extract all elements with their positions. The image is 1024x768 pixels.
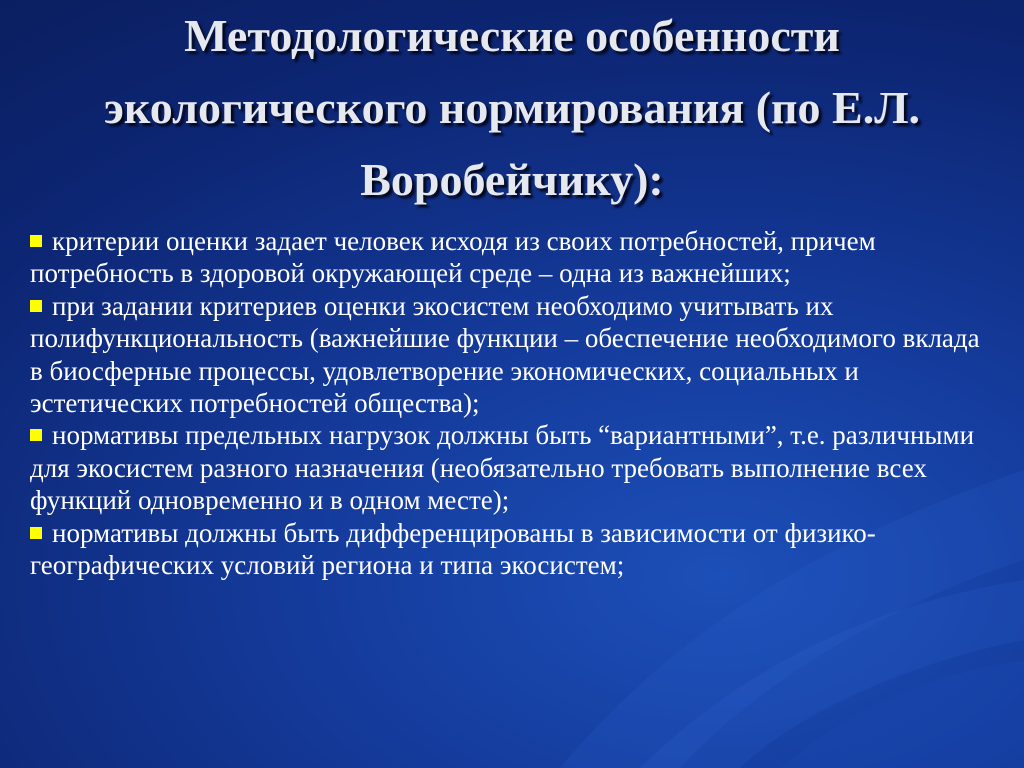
- bullet-item: [30, 225, 990, 290]
- square-bullet-icon: [30, 300, 42, 312]
- slide-title: Методологические особенности экологического нормирования (по Е.Л. Воробейчику):: [103, 10, 921, 205]
- bullet-text: нормативы должны быть дифференцированы в зависимости от физико-географических условий региона и типа экосистем;: [30, 517, 876, 581]
- square-bullet-icon: [30, 527, 42, 539]
- bullet-item: [30, 517, 990, 582]
- bullet-text: критерии оценки задает человек исходя из своих потребностей, причем потребность в здоровой окружающей среде – одна из важнейших;: [30, 226, 876, 289]
- bullet-text: при задании критериев оценки экосистем необходимо учитывать их полифункциональность (важнейшие функции – обеспечение необходимого вклада в биосферные процессы, удовлетворение экономических, социальных и эстетических потребностей общества);: [30, 290, 980, 419]
- square-bullet-icon: [30, 235, 42, 247]
- square-bullet-icon: [30, 429, 42, 441]
- bullet-text: нормативы предельных нагрузок должны быть “вариантными”, т.е. различными для экосистем разного назначения (необязательно требовать выполнение всех функций одновременно и в одном месте);: [30, 420, 975, 516]
- bullet-list: [30, 225, 990, 581]
- bullet-item: [30, 290, 990, 420]
- bullet-item: [30, 419, 990, 516]
